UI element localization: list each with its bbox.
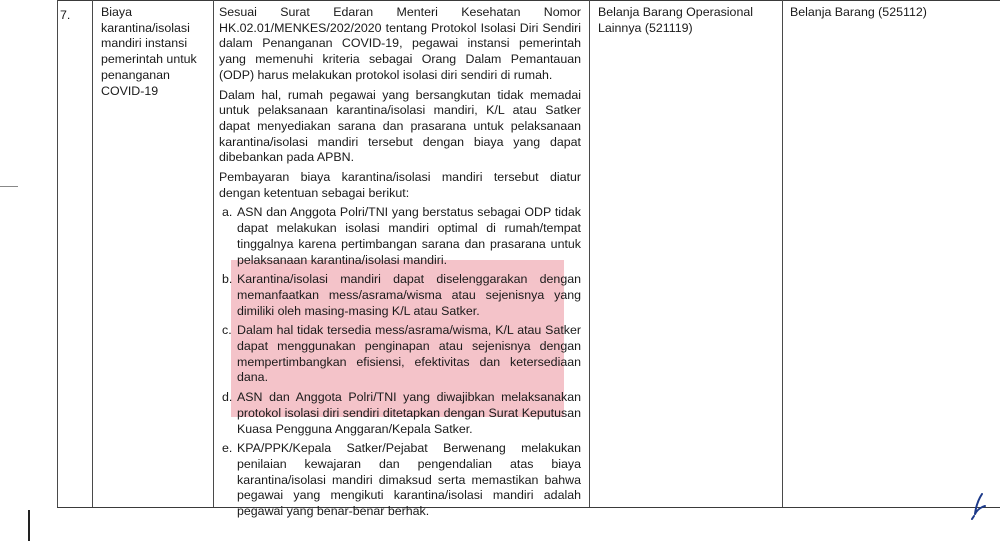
list-item-label: a. — [222, 205, 233, 220]
list-item-label: b. — [222, 272, 233, 287]
account-code-goods: Belanja Barang (525112) — [790, 5, 927, 19]
list-item — [219, 205, 581, 268]
list-item-text: Dalam hal tidak tersedia mess/asrama/wisma, K/L atau Satker dapat menggunakan penginapan atau sejenisnya dengan mempertimbangkan efisiensi, efektivitas dan ketersediaan dana. — [237, 323, 581, 385]
list-item — [219, 323, 581, 386]
description-paragraph: Sesuai Surat Edaran Menteri Kesehatan Nomor HK.02.01/MENKES/202/2020 tentang Protokol Isolasi Diri Sendiri dalam Penanganan COVID-19, pegawai instansi pemerintah yang memenuhi kriteria sebagai Orang Dalam Pemantauan (ODP) harus melakukan protokol isolasi diri sendiri di rumah. — [219, 5, 581, 82]
column-rule — [57, 0, 58, 508]
column-rule — [213, 0, 214, 508]
row-title: Biaya karantina/isolasi mandiri instansi pemerintah untuk penanganan COVID-19 — [101, 5, 197, 98]
table-top-rule — [57, 0, 1000, 1]
list-item-text: ASN dan Anggota Polri/TNI yang berstatus sebagai ODP tidak dapat melakukan isolasi mandiri optimal di rumah/tempat tinggalnya karena pertimbangan sarana dan prasarana untuk pelaksanaan karantina/isolasi mandiri. — [237, 205, 581, 267]
list-item-text: ASN dan Anggota Polri/TNI yang diwajibkan melaksanakan protokol isolasi diri sendiri ditetapkan dengan Surat Keputusan Kuasa Pengguna Anggaran/Kepala Satker. — [237, 390, 581, 436]
margin-mark — [0, 186, 18, 187]
column-rule — [589, 0, 590, 508]
list-item — [219, 272, 581, 319]
column-rule — [782, 0, 783, 508]
list-item-text: Karantina/isolasi mandiri dapat diselenggarakan dengan memanfaatkan mess/asrama/wisma atau sejenisnya yang dimiliki oleh masing-masing K/L atau Satker. — [237, 272, 581, 318]
provision-list — [219, 205, 581, 519]
list-item-label: d. — [222, 390, 233, 405]
account-code-operational: Belanja Barang Operasional Lainnya (521119) — [598, 5, 753, 35]
description-paragraph: Pembayaran biaya karantina/isolasi mandiri tersebut diatur dengan ketentuan sebagai berikut: — [219, 170, 581, 200]
list-item — [219, 441, 581, 520]
column-rule — [92, 0, 93, 508]
page-edge-line — [28, 510, 30, 541]
row-number: 7. — [60, 8, 71, 22]
list-item-label: e. — [222, 441, 233, 456]
list-item-label: c. — [222, 323, 232, 338]
description-paragraph: Dalam hal, rumah pegawai yang bersangkutan tidak memadai untuk pelaksanaan karantina/isolasi mandiri, K/L atau Satker dapat menyediakan sarana dan prasarana untuk pelaksanaan karantina/isolasi mandiri tersebut dengan biaya yang dapat dibebankan pada APBN. — [219, 87, 581, 165]
initial-signature-icon — [968, 492, 990, 520]
list-item-text: KPA/PPK/Kepala Satker/Pejabat Berwenang melakukan penilaian kewajaran dan pengendalian atas biaya karantina/isolasi mandiri dimaksud serta memastikan bahwa pegawai yang mengikuti karantina/isolasi mandiri adalah pegawai yang benar-benar berhak. — [237, 441, 581, 519]
description-cell — [219, 5, 581, 524]
list-item — [219, 390, 581, 437]
